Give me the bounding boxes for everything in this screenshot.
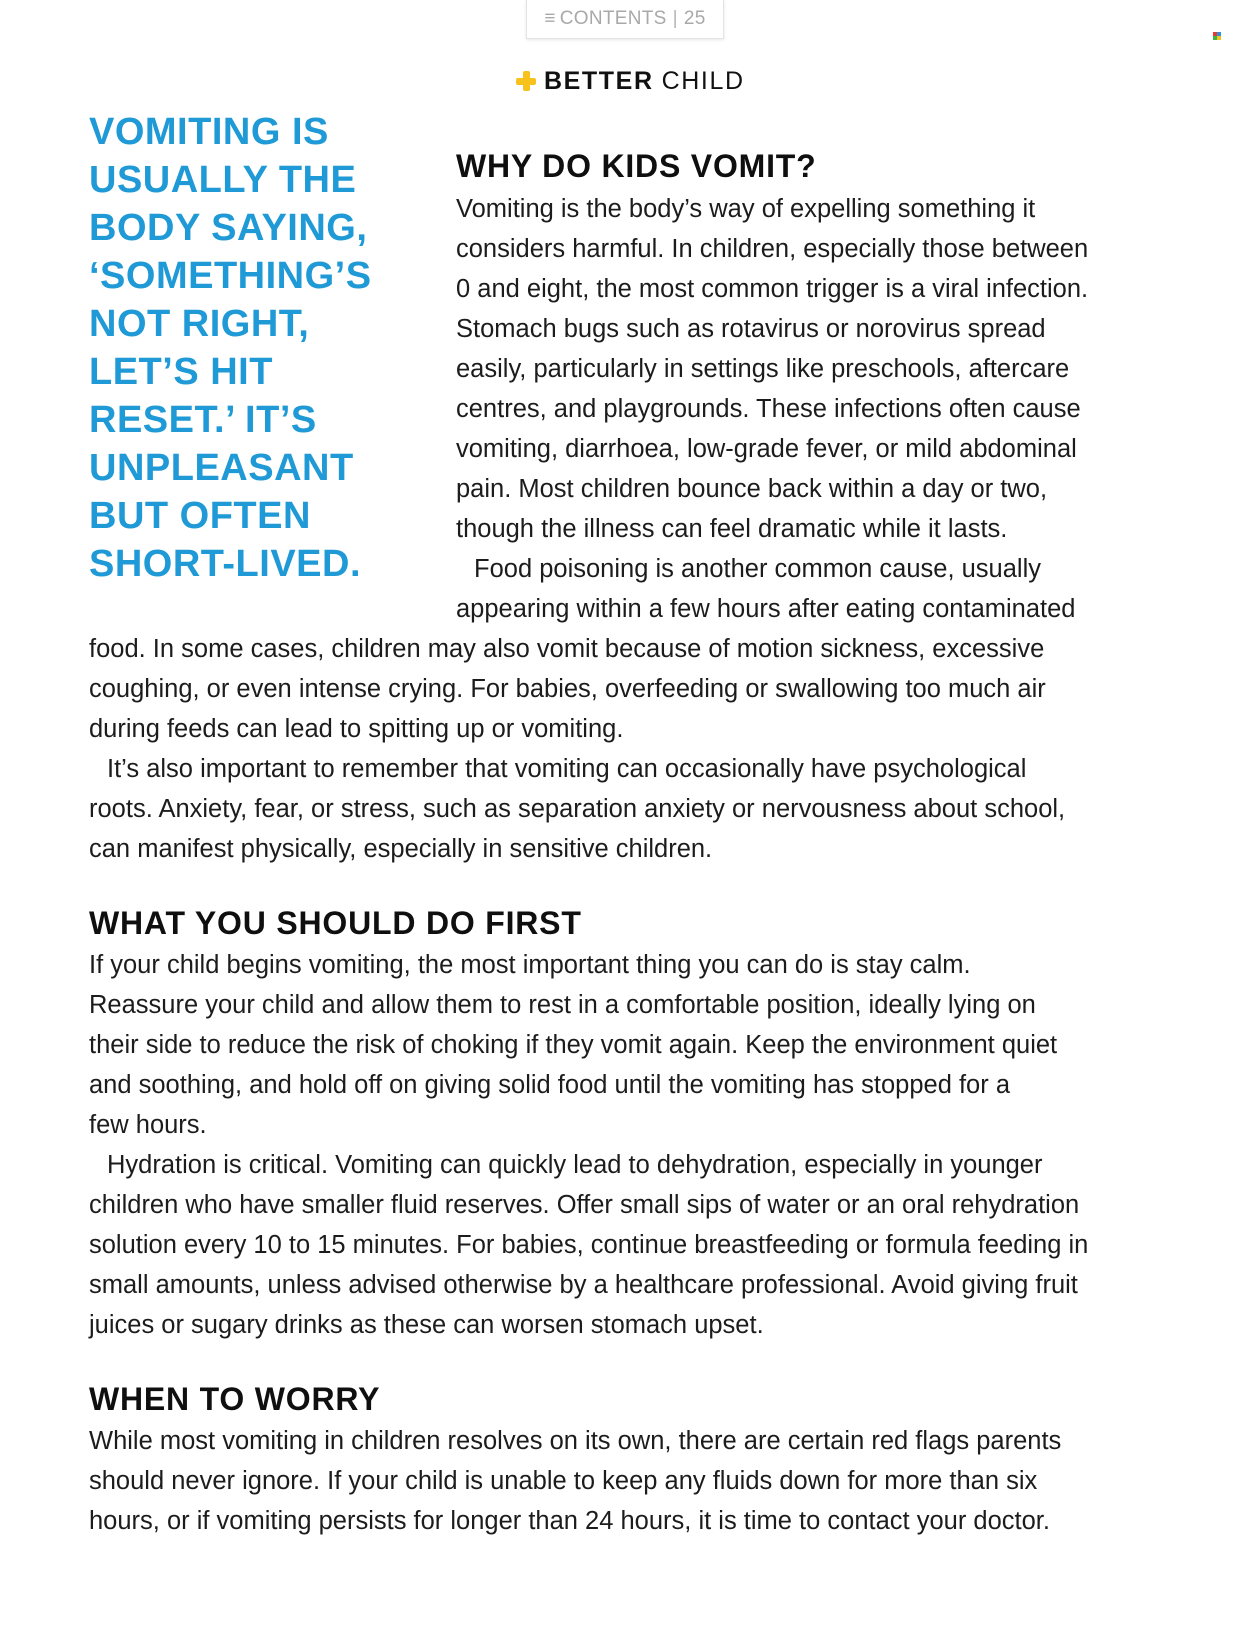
- plus-icon: [516, 71, 536, 91]
- paragraph-why-3: [89, 749, 1065, 869]
- text-line: few hours.: [89, 1111, 207, 1139]
- pull-quote-line: BODY SAYING,: [89, 207, 368, 249]
- paragraph-why-2-wide: [89, 629, 1046, 749]
- divider: |: [672, 8, 678, 29]
- text-line: juices or sugary drinks as these can worsen stomach upset.: [89, 1311, 764, 1339]
- text-line: While most vomiting in children resolves on its own, there are certain red flags parents: [89, 1427, 1062, 1455]
- brand-bold: BETTER: [544, 66, 654, 95]
- paragraph-first-2: [89, 1145, 1088, 1345]
- paragraph-worry-1: [89, 1421, 1061, 1541]
- text-line: centres, and playgrounds. These infections often cause: [456, 395, 1081, 423]
- pull-quote-line: USUALLY THE: [89, 159, 357, 201]
- pull-quote-line: BUT OFTEN: [89, 495, 311, 537]
- pull-quote-line: SHORT-LIVED.: [89, 543, 362, 585]
- text-line: their side to reduce the risk of choking if they vomit again. Keep the environment quiet: [89, 1031, 1058, 1059]
- text-line: and soothing, and hold off on giving solid food until the vomiting has stopped for a: [89, 1071, 1011, 1099]
- corner-mark-icon: [1213, 32, 1221, 40]
- pull-quote-line: RESET.’ IT’S: [89, 399, 317, 441]
- heading-why-kids-vomit: WHY DO KIDS VOMIT?: [456, 148, 817, 184]
- text-line: children who have smaller fluid reserves. Offer small sips of water or an oral rehydration: [89, 1191, 1080, 1219]
- text-line: roots. Anxiety, fear, or stress, such as separation anxiety or nervousness about school,: [89, 795, 1066, 823]
- text-line: Stomach bugs such as rotavirus or norovirus spread: [456, 315, 1046, 343]
- text-line: Vomiting is the body’s way of expelling something it: [456, 195, 1036, 223]
- pull-quote-line: ‘SOMETHING’S: [89, 255, 372, 297]
- text-line: can manifest physically, especially in sensitive children.: [89, 835, 713, 863]
- pull-quote-line: VOMITING IS: [89, 111, 329, 153]
- text-line: easily, particularly in settings like preschools, aftercare: [456, 355, 1070, 383]
- text-line: Reassure your child and allow them to rest in a comfortable position, ideally lying on: [89, 991, 1036, 1019]
- text-line: food. In some cases, children may also vomit because of motion sickness, excessive: [89, 635, 1045, 663]
- heading-what-to-do-first: WHAT YOU SHOULD DO FIRST: [89, 905, 582, 941]
- contents-tab[interactable]: [526, 0, 724, 39]
- text-line: solution every 10 to 15 minutes. For babies, continue breastfeeding or formula feeding in: [89, 1231, 1089, 1259]
- text-line: appearing within a few hours after eating contaminated: [456, 595, 1076, 623]
- text-line: though the illness can feel dramatic while it lasts.: [456, 515, 1008, 543]
- heading-when-to-worry: WHEN TO WORRY: [89, 1381, 381, 1417]
- text-line: hours, or if vomiting persists for longer than 24 hours, it is time to contact your doctor.: [89, 1507, 1050, 1535]
- text-line: vomiting, diarrhoea, low-grade fever, or mild abdominal: [456, 435, 1077, 463]
- text-line: Food poisoning is another common cause, usually: [474, 555, 1041, 583]
- brand-light: CHILD: [661, 66, 745, 95]
- text-line: should never ignore. If your child is unable to keep any fluids down for more than six: [89, 1467, 1038, 1495]
- page-number: 25: [683, 8, 706, 29]
- text-line: during feeds can lead to spitting up or vomiting.: [89, 715, 624, 743]
- paragraph-first-1: [89, 945, 1057, 1145]
- text-line: small amounts, unless advised otherwise by a healthcare professional. Avoid giving fruit: [89, 1271, 1078, 1299]
- pull-quote-line: NOT RIGHT,: [89, 303, 310, 345]
- text-line: coughing, or even intense crying. For babies, overfeeding or swallowing too much air: [89, 675, 1046, 703]
- text-line: Hydration is critical. Vomiting can quickly lead to dehydration, especially in younger: [107, 1151, 1043, 1179]
- paragraph-why-1: [456, 189, 1088, 549]
- section-brand: [516, 66, 745, 96]
- contents-label: CONTENTS: [559, 8, 667, 29]
- pull-quote: [89, 108, 419, 588]
- text-line: If your child begins vomiting, the most important thing you can do is stay calm.: [89, 951, 971, 979]
- pull-quote-line: LET’S HIT: [89, 351, 273, 393]
- text-line: It’s also important to remember that vomiting can occasionally have psychological: [107, 755, 1027, 783]
- text-line: considers harmful. In children, especially those between: [456, 235, 1089, 263]
- menu-icon: ≡: [544, 8, 556, 29]
- paragraph-why-2-narrow: [456, 549, 1075, 629]
- text-line: 0 and eight, the most common trigger is a viral infection.: [456, 275, 1089, 303]
- pull-quote-line: UNPLEASANT: [89, 447, 354, 489]
- text-line: pain. Most children bounce back within a day or two,: [456, 475, 1048, 503]
